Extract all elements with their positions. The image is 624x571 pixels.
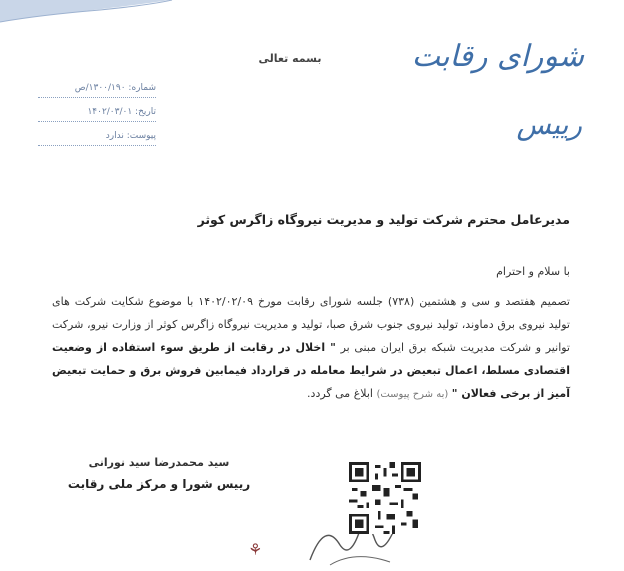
letter-meta xyxy=(38,80,156,152)
letter-content xyxy=(52,200,570,406)
signer-block xyxy=(54,456,264,491)
bismillah-heading: بسمه تعالی xyxy=(258,52,322,65)
body-part-1: تصمیم هفتصد و سی و هشتمین (۷۳۸) جلسه شورای رقابت مورخ ۱۴۰۲/۰۲/۰۹ با موضوع شکایت شرکت های تولید نیروی برق دماوند، تولید نیروی جنوب شرق صبا، تولید و مدیریت نیروگاه زاگرس کوثر از وزارت نیرو، شرکت توانیر و شرکت مدیریت شبکه برق ایران مبنی بر xyxy=(52,295,570,354)
signer-name: سید محمدرضا سید نورانی xyxy=(88,456,230,469)
letter-attachment: پیوست: ندارد xyxy=(38,128,156,146)
organization-title: رییس xyxy=(516,108,582,141)
corner-decoration xyxy=(0,0,200,30)
recipient-line: مدیرعامل محترم شرکت تولید و مدیریت نیروگاه زاگرس کوثر xyxy=(197,212,570,227)
organization-name: شورای رقابت xyxy=(411,39,584,74)
body-highlight: " اخلال در رقابت از طریق سوء استفاده از وضعیت اقتصادی مسلط، اعمال تبعیض در شرایط معامله در قرارداد فیمابین فروش برق و حمایت تبعیض آمیز از برخی فعالان " xyxy=(52,341,570,400)
letter-number: شماره: ۱۳۰۰/۱۹۰/ص xyxy=(38,80,156,98)
greeting-line: با سلام و احترام xyxy=(496,265,570,278)
signer-title: رییس شورا و مرکز ملی رقابت xyxy=(67,477,251,491)
body-attachment-note: (به شرح پیوست) xyxy=(376,389,449,400)
letter-body xyxy=(52,290,570,406)
body-closing: ابلاغ می گردد. xyxy=(307,387,373,400)
qr-code-icon xyxy=(349,462,421,534)
national-emblem-icon: ⚘ xyxy=(248,540,263,559)
letter-date: تاریخ: ۱۴۰۲/۰۳/۰۱ xyxy=(38,104,156,122)
